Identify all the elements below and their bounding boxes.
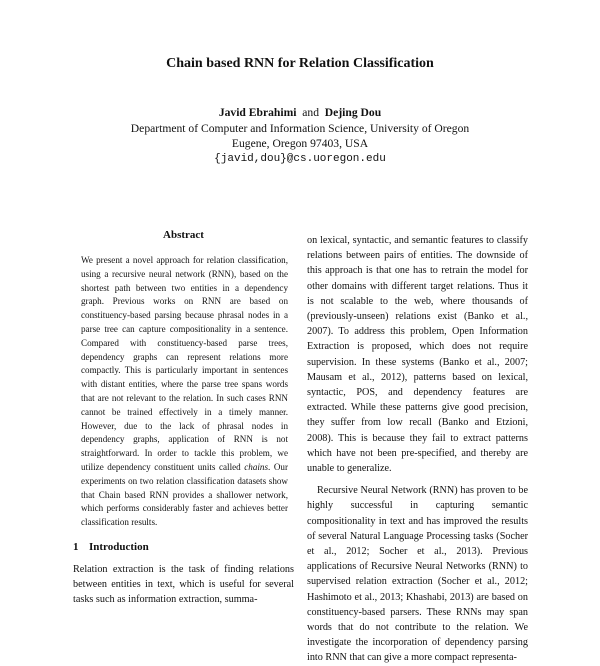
- left-column: [73, 229, 294, 530]
- section-heading-introduction: [73, 541, 149, 553]
- abstract-heading: Abstract: [163, 229, 204, 241]
- author-2: Dejing Dou: [324, 106, 382, 119]
- address: Eugene, Oregon 97403, USA: [231, 137, 369, 150]
- abstract-italic-term: chains: [244, 461, 269, 472]
- author-block: [0, 105, 600, 167]
- right-column: [307, 233, 528, 666]
- paper-title: Chain based RNN for Relation Classification: [166, 56, 434, 71]
- affiliation: Department of Computer and Information Science, University of Oregon: [130, 121, 470, 135]
- author-names: [0, 105, 600, 121]
- body-paragraph: Recursive Neural Network (RNN) has proven to be highly successful in capturing semantic compositionality in text and has improved the results of several Natural Language Processing tasks (Socher et al., 2012; Socher et al., 2013). Previous applications of Recursive Neural Networks (RNN) to supervised relation extraction (Socher et al., 2012; Hashimoto et al., 2013; Khashabi, 2013) are based on constituency-based parsers. These RNNs may span words that do not contribute to the relation. We investigate the incorporation of dependency parsing into RNN that can give a more compact representa-: [307, 485, 528, 664]
- introduction-text: Relation extraction is the task of finding relations between entities in text, which is useful for several tasks such as information extraction, summa-: [73, 564, 294, 606]
- author-1: Javid Ebrahimi: [218, 106, 297, 119]
- section-number: 1: [73, 541, 79, 553]
- body-paragraph: on lexical, syntactic, and semantic features to classify relations between pairs of entities. The downside of this approach is that one has to retrain the model for other domains with different target relations. Thus it is not scalable to the web, where thousands of (previously-unseen) relations exist (Banko et al., 2007). To address this problem, Open Information Extraction is proposed, which does not require supervision. In these systems (Banko et al., 2007; Mausam et al., 2012), patterns based on lexical, syntactic, POS, and dependency features are extracted. While these patterns give good precision, they suffer from low recall (Banko and Etzioni, 2008). This is because they fail to extract patterns which have not been pre-specified, and thereby are unable to generalize.: [307, 235, 528, 475]
- abstract-text: [81, 254, 288, 530]
- author-and: and: [302, 106, 319, 119]
- abstract-text-part1: We present a novel approach for relation classification, using a recursive neural network (RNN), based on the shortest path between two entities in a dependency graph. Previous works on RNN are based on constituency-based parsing because phrasal nodes in a parse tree can capture compositionality in a sentence. Compared with constituency-based parse trees, dependency graphs can represent relations more compactly. This is particularly important in sentences with distant entities, where the parse tree spans words that are not relevant to the relation. In such cases RNN cannot be trained effectively in a timely manner. However, due to the lack of phrasal nodes in dependency graphs, application of RNN is not straightforward. In order to tackle this problem, we utilize dependency constituent units called: [81, 255, 288, 472]
- abstract-text-part2: . Our experiments on two relation classification datasets show that Chain based RNN provides a shallower network, which performs considerably faster and achieves better classification results.: [81, 461, 288, 528]
- section-title: Introduction: [89, 541, 149, 553]
- author-email: {javid,dou}@cs.uoregon.edu: [214, 152, 386, 165]
